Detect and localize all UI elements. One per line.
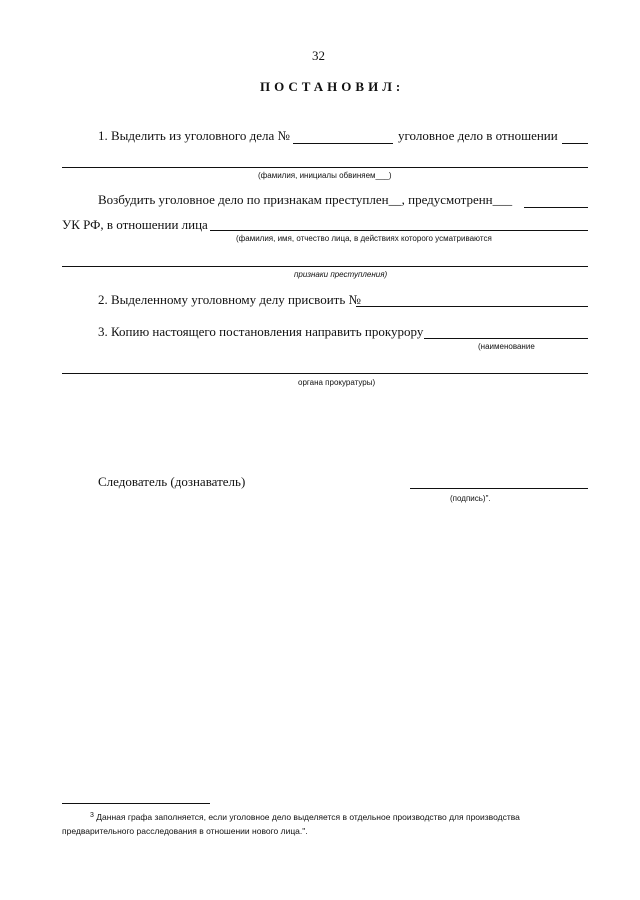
signature-field[interactable] bbox=[410, 488, 588, 489]
caption-person: (фамилия, имя, отчество лица, в действиях которого усматриваются bbox=[236, 234, 492, 243]
prosecutor-office-field[interactable] bbox=[62, 373, 588, 374]
caption-accused: (фамилия, инициалы обвиняем___) bbox=[258, 171, 392, 180]
caption-signature: (подпись)". bbox=[450, 494, 491, 503]
footnote-line2: предварительного расследования в отношении нового лица.". bbox=[62, 826, 308, 836]
footnote-text1: Данная графа заполняется, если уголовное дело выделяется в отдельное производство для производства bbox=[96, 812, 520, 822]
new-case-number-field[interactable] bbox=[356, 306, 588, 307]
initiate-line2: УК РФ, в отношении лица bbox=[62, 217, 208, 232]
initiate-text: Возбудить уголовное дело по признакам преступлен__, предусмотренн___ bbox=[98, 192, 513, 207]
item1-text: 1. Выделить из уголовного дела № bbox=[98, 128, 290, 143]
item3-text: 3. Копию настоящего постановления направить прокурору bbox=[98, 324, 424, 339]
accused-field[interactable] bbox=[62, 167, 588, 168]
document-title: ПОСТАНОВИЛ: bbox=[260, 79, 405, 94]
investigator-label: Следователь (дознаватель) bbox=[98, 474, 246, 489]
caption-prosecutor: органа прокуратуры) bbox=[298, 378, 376, 387]
item2-text: 2. Выделенному уголовному делу присвоить № bbox=[98, 292, 361, 307]
item1-suffix: уголовное дело в отношении bbox=[398, 128, 558, 143]
crime-signs-field[interactable] bbox=[62, 266, 588, 267]
page-number: 32 bbox=[312, 48, 325, 63]
person-field[interactable] bbox=[210, 230, 588, 231]
prosecutor-field[interactable] bbox=[424, 338, 588, 339]
footnote-line1 bbox=[90, 812, 520, 822]
footnote-mark: 3 bbox=[90, 812, 94, 819]
case-number-field[interactable] bbox=[293, 143, 393, 144]
caption-crime: признаки преступления) bbox=[294, 270, 388, 279]
accused-short-field[interactable] bbox=[562, 143, 588, 144]
caption-name: (наименование bbox=[478, 342, 535, 351]
footnote-separator bbox=[62, 803, 210, 804]
article-field[interactable] bbox=[524, 207, 588, 208]
